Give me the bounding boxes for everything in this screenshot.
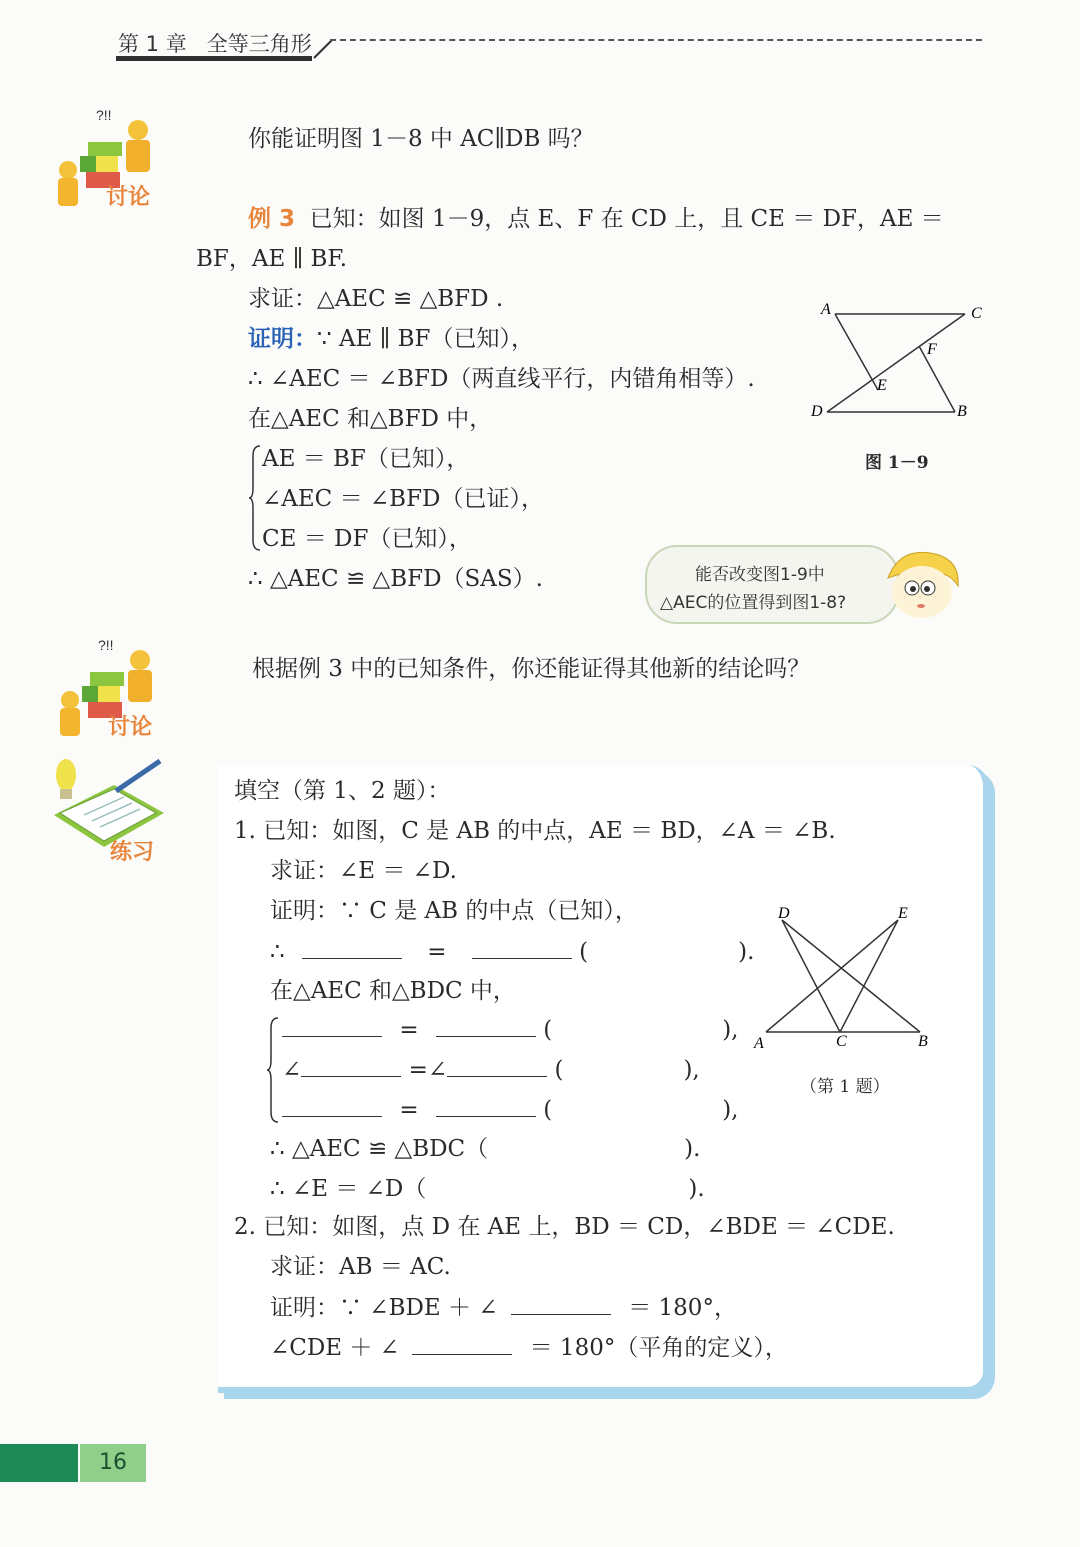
- q1-given: 1. 已知：如图，C 是 AB 的中点，AE ＝ BD，∠A ＝ ∠B.: [234, 818, 836, 844]
- example3-brace-line1: AE ＝ BF（已知），: [262, 446, 470, 472]
- q1-point-d: D: [778, 905, 790, 922]
- q2-prove: 求证：AB ＝ AC.: [270, 1254, 451, 1280]
- cartoon-face-icon: [880, 548, 965, 628]
- q1-point-b: B: [918, 1033, 928, 1050]
- discussion-icon-symbol: ?!!: [96, 107, 112, 123]
- q1-therefore1: ∴: [270, 939, 285, 965]
- reason-blank-1[interactable]: [588, 941, 738, 959]
- discussion-icon-2: [52, 630, 172, 740]
- q1-brace-row3: = ( ),: [282, 1098, 739, 1122]
- exercise-icon: [44, 755, 164, 865]
- blank-2[interactable]: [472, 940, 572, 959]
- chapter-title: 全等三角形: [206, 32, 312, 56]
- q2-proof2a: ∠CDE ＋ ∠: [270, 1335, 399, 1361]
- reason-blank-3[interactable]: [563, 1059, 683, 1077]
- q2-proof2b: ＝ 180°（平角的定义），: [529, 1335, 788, 1361]
- q2-proof1b: ＝ 180°，: [628, 1295, 737, 1321]
- blank-4[interactable]: [436, 1018, 536, 1037]
- footer-bar: [0, 1444, 78, 1482]
- q1-therefore3: ∴ ∠E ＝ ∠D（: [270, 1176, 427, 1202]
- q1-therefore3-row: ∴ ∠E ＝ ∠D（ ).: [270, 1176, 705, 1202]
- q1-therefore1-row: ∴ = ( ).: [270, 939, 755, 965]
- example3-given-line1: [248, 208, 944, 231]
- q1-therefore2: ∴ △AEC ≌ △BDC（: [270, 1136, 489, 1162]
- blank-9[interactable]: [511, 1296, 611, 1315]
- chapter-number: 第 1 章: [118, 32, 187, 56]
- example3-given: 已知：如图 1－9，点 E、F 在 CD 上，且 CE ＝ DF，AE ＝: [309, 206, 944, 232]
- example3-proof-line3: 在△AEC 和△BFD 中，: [248, 406, 493, 432]
- figure-1-9: [805, 298, 995, 428]
- example3-given-line2: BF，AE ∥ BF.: [196, 246, 348, 272]
- point-label-f: F: [927, 341, 937, 358]
- point-label-a: A: [821, 301, 831, 318]
- q1-point-a: A: [754, 1035, 764, 1050]
- reason-blank-5[interactable]: [488, 1138, 684, 1156]
- q1-point-c: C: [836, 1033, 847, 1050]
- figure-q1: [752, 900, 942, 1050]
- example3-proof-line2: ∴ ∠AEC ＝ ∠BFD（两直线平行，内错角相等）.: [248, 366, 755, 392]
- example3-proof-line1: [248, 328, 534, 351]
- q1-brace-row1: = ( ),: [282, 1018, 739, 1042]
- blank-7[interactable]: [282, 1098, 382, 1117]
- q1-prove: 求证：∠E ＝ ∠D.: [270, 858, 457, 884]
- header-dashed-rule: [330, 39, 982, 41]
- example3-prove: 求证：△AEC ≌ △BFD .: [248, 286, 504, 312]
- exercise-icon-label: 练习: [110, 840, 155, 865]
- discussion-icon-label: 讨论: [106, 185, 151, 210]
- example3-conclusion: ∴ △AEC ≌ △BFD（SAS）.: [248, 566, 543, 592]
- discussion2-question: 根据例 3 中的已知条件，你还能证得其他新的结论吗？: [252, 656, 811, 682]
- q2-proof1-row: [270, 1296, 737, 1320]
- proof-label: 证明：: [248, 326, 317, 352]
- point-label-c: C: [971, 305, 982, 322]
- discussion1-question: 你能证明图 1－8 中 AC∥DB 吗？: [248, 126, 594, 152]
- discussion-icon-2-label: 讨论: [108, 715, 153, 740]
- bubble-line2: △AEC的位置得到图1-8?: [660, 593, 847, 613]
- q1-brace: [266, 1016, 280, 1124]
- figure-1-9-caption: 图 1－9: [865, 453, 929, 473]
- reason-blank-4[interactable]: [552, 1099, 722, 1117]
- q1-brace-row2: ∠ =∠ ( ),: [282, 1057, 700, 1083]
- header-underline: [116, 56, 312, 61]
- discussion-icon: [50, 100, 170, 210]
- q2-proof2-row: [270, 1336, 788, 1360]
- bubble-line1: 能否改变图1-9中: [695, 565, 825, 585]
- exercise-intro: 填空（第 1、2 题）：: [234, 778, 451, 804]
- blank-6[interactable]: [447, 1058, 547, 1077]
- blank-10[interactable]: [412, 1336, 512, 1355]
- q1-therefore2-row: ∴ △AEC ≌ △BDC（ ).: [270, 1136, 701, 1162]
- proof-line1-text: ∵ AE ∥ BF（已知），: [317, 326, 534, 352]
- example3-label: 例 3: [248, 206, 296, 232]
- page-number: 16: [80, 1444, 146, 1482]
- discussion-icon-2-symbol: ?!!: [98, 637, 114, 653]
- reason-blank-6[interactable]: [426, 1178, 688, 1196]
- q1-proof1: 证明：∵ C 是 AB 的中点（已知），: [270, 898, 638, 924]
- q1-in-triangles: 在△AEC 和△BDC 中，: [270, 978, 516, 1004]
- q2-given: 2. 已知：如图，点 D 在 AE 上，BD ＝ CD，∠BDE ＝ ∠CDE.: [234, 1214, 895, 1240]
- q1-point-e: E: [898, 905, 908, 922]
- blank-1[interactable]: [302, 940, 402, 959]
- blank-8[interactable]: [436, 1098, 536, 1117]
- reason-blank-2[interactable]: [552, 1019, 722, 1037]
- point-label-d: D: [811, 403, 823, 420]
- blank-5[interactable]: [301, 1058, 401, 1077]
- blank-3[interactable]: [282, 1018, 382, 1037]
- chapter-header: [118, 28, 312, 58]
- q2-proof1a: 证明：∵ ∠BDE ＋ ∠: [270, 1295, 498, 1321]
- figure-q1-caption: （第 1 题）: [800, 1077, 890, 1097]
- point-label-b: B: [957, 403, 967, 420]
- example3-brace: [248, 444, 262, 552]
- point-label-e: E: [877, 377, 887, 394]
- example3-brace-line2: ∠AEC ＝ ∠BFD（已证），: [262, 486, 544, 512]
- example3-brace-line3: CE ＝ DF（已知），: [262, 526, 472, 552]
